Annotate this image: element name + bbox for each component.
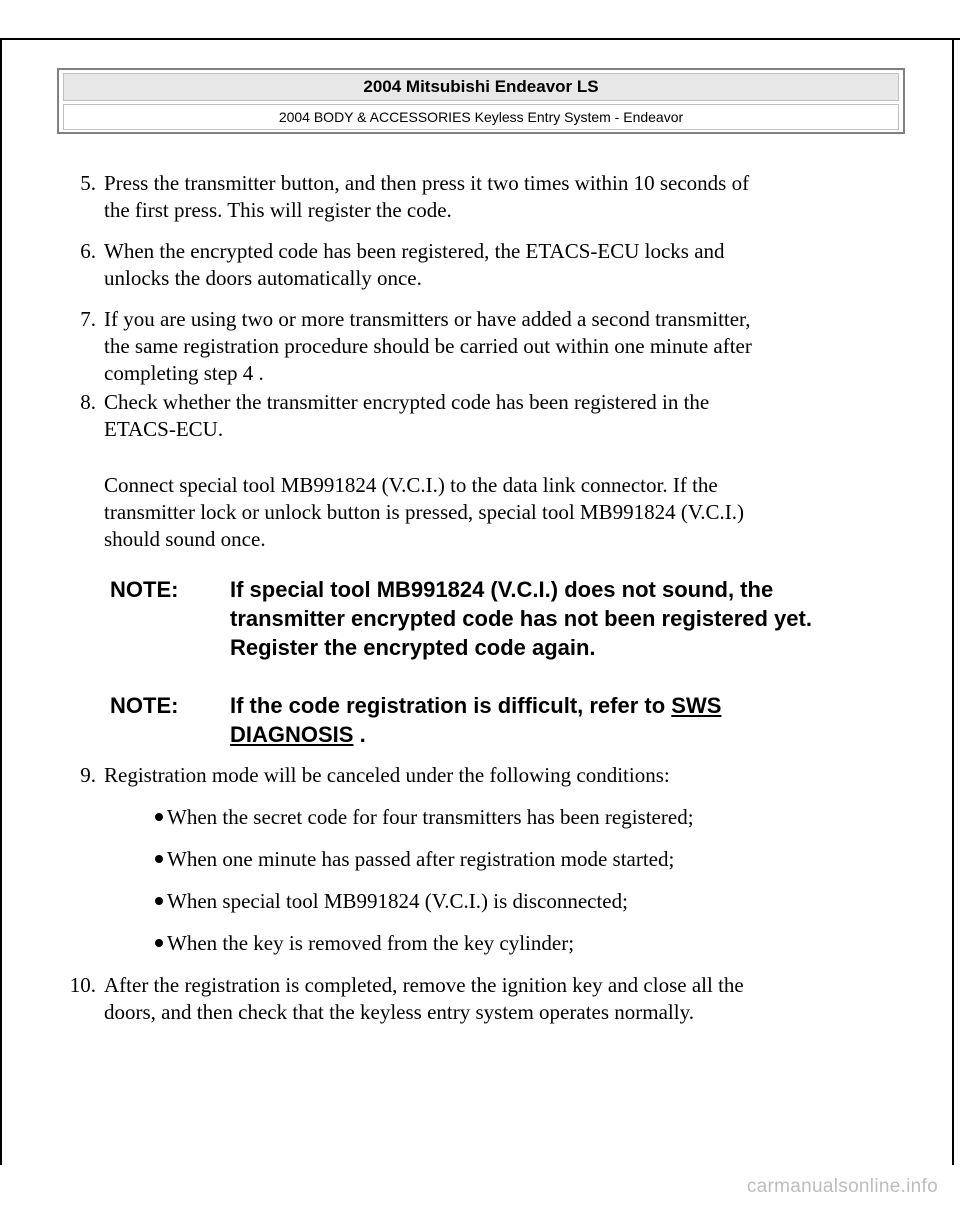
step-text xyxy=(104,170,894,224)
step-line: doors, and then check that the keyless entry system operates normally. xyxy=(104,1000,694,1024)
step-number: 6. xyxy=(80,239,96,263)
bullet-icon xyxy=(155,897,163,905)
step-number: 10. xyxy=(69,973,96,997)
step-line: After the registration is completed, remove the ignition key and close all the xyxy=(104,973,744,997)
step-text xyxy=(104,972,894,1026)
note-suffix: . xyxy=(353,722,366,747)
condition-bullet xyxy=(155,804,915,831)
step-8-paragraph xyxy=(104,472,894,553)
step-text xyxy=(104,389,894,443)
page-border-top xyxy=(0,38,960,40)
step-number: 9. xyxy=(80,763,96,787)
para-line: should sound once. xyxy=(104,527,266,551)
step-line: completing step 4 . xyxy=(104,361,264,385)
bullet-icon xyxy=(155,939,163,947)
page-border-right xyxy=(952,38,954,1165)
header-title: 2004 Mitsubishi Endeavor LS xyxy=(63,73,899,101)
step-number: 7. xyxy=(80,307,96,331)
condition-bullet xyxy=(155,888,915,915)
note-label: NOTE: xyxy=(110,693,179,718)
bullet-icon xyxy=(155,855,163,863)
bullet-text: When the key is removed from the key cylinder; xyxy=(167,931,575,955)
note-1 xyxy=(110,575,910,665)
note-text xyxy=(230,575,910,662)
step-text xyxy=(104,238,894,292)
step-line: When the encrypted code has been registered, the ETACS-ECU locks and xyxy=(104,239,725,263)
note-2 xyxy=(110,691,910,751)
condition-bullet xyxy=(155,846,915,873)
step-line: the same registration procedure should be carried out within one minute after xyxy=(104,334,752,358)
condition-bullet xyxy=(155,930,915,957)
step-line: the first press. This will register the code. xyxy=(104,198,452,222)
para-line: transmitter lock or unlock button is pressed, special tool MB991824 (V.C.I.) xyxy=(104,500,745,524)
step-number: 5. xyxy=(80,171,96,195)
note-line: transmitter encrypted code has not been registered yet. xyxy=(230,606,812,631)
note-line: Register the encrypted code again. xyxy=(230,635,596,660)
bullet-icon xyxy=(155,813,163,821)
step-text: Registration mode will be canceled under the following conditions: xyxy=(104,763,670,787)
step-line: Press the transmitter button, and then press it two times within 10 seconds of xyxy=(104,171,750,195)
document-header xyxy=(57,68,905,134)
bullet-text: When one minute has passed after registration mode started; xyxy=(167,847,675,871)
bullet-text: When special tool MB991824 (V.C.I.) is disconnected; xyxy=(167,889,628,913)
step-line: Check whether the transmitter encrypted code has been registered in the xyxy=(104,390,710,414)
step-text xyxy=(104,306,894,387)
header-subtitle: 2004 BODY & ACCESSORIES Keyless Entry System - Endeavor xyxy=(63,104,899,130)
para-line: Connect special tool MB991824 (V.C.I.) to the data link connector. If the xyxy=(104,473,718,497)
note-text xyxy=(230,691,910,749)
step-line: unlocks the doors automatically once. xyxy=(104,266,422,290)
watermark: carmanualsonline.info xyxy=(746,1176,938,1197)
step-number: 8. xyxy=(80,390,96,414)
note-line: If special tool MB991824 (V.C.I.) does not sound, the xyxy=(230,577,774,602)
note-line: If the code registration is difficult, refer to xyxy=(230,693,666,718)
step-line: If you are using two or more transmitters or have added a second transmitter, xyxy=(104,307,751,331)
bullet-text: When the secret code for four transmitters has been registered; xyxy=(167,805,694,829)
sws-diagnosis-link[interactable]: SWS xyxy=(671,693,722,718)
step-line: ETACS-ECU. xyxy=(104,417,224,441)
sws-diagnosis-link-cont[interactable]: DIAGNOSIS xyxy=(230,722,354,747)
note-label: NOTE: xyxy=(110,577,179,602)
